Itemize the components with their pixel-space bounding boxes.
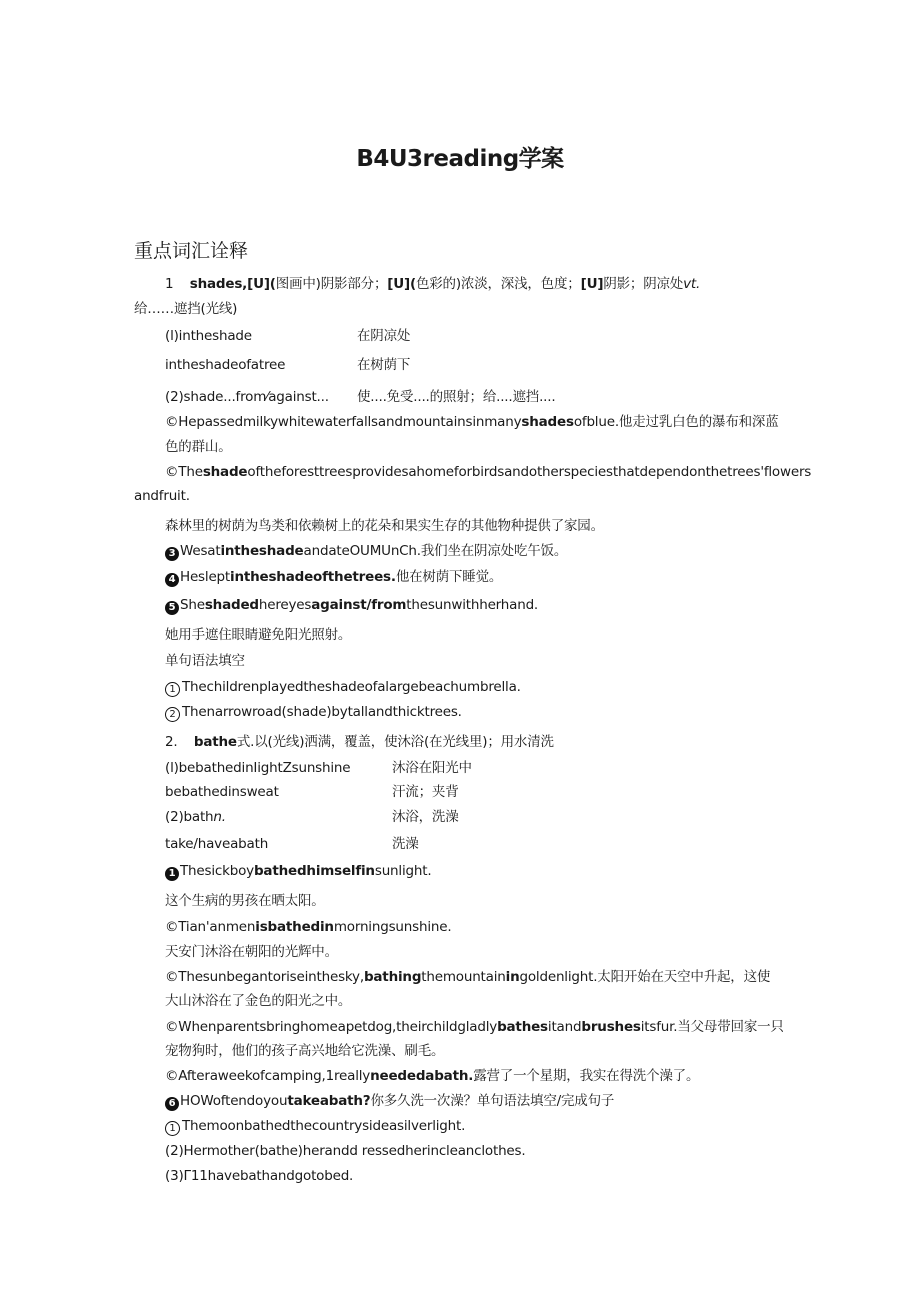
example-sentence-cont: 大山沐浴在了金色的阳光之中。 — [165, 993, 352, 1009]
entry-shade-header-cont: 给……遮挡(光线) — [134, 301, 238, 317]
phrase-row: intheshadeofatree 在树荫下 — [165, 357, 411, 373]
entry-shade-header: 1 shades,[U](图画中)阴影部分；[U](色彩的)浓淡，深浅，色度；[U]阴影；阴凉处vt. — [165, 276, 701, 292]
example-sentence-cont: andfruit. — [134, 488, 190, 504]
example-translation: 天安门沐浴在朝阳的光辉中。 — [165, 944, 338, 960]
page-title: B4U3reading学案 — [356, 146, 564, 172]
example-sentence-cont: 宠物狗时，他们的孩子高兴地给它洗澡、刷毛。 — [165, 1043, 445, 1059]
example-sentence: ©Thesunbegantoriseinthesky,bathingthemountainingoldenlight.太阳开始在天空中升起，这使 — [165, 969, 771, 985]
example-sentence: ©Hepassedmilkywhitewaterfallsandmountainsinmanyshadesofblue.他走过乳白色的瀑布和深蓝 — [165, 414, 779, 430]
headword: bathe — [193, 734, 237, 750]
number-badge: 1 — [165, 867, 179, 881]
example-sentence: 1 Thesickboybathedhimselfinsunlight. — [165, 861, 431, 881]
example-translation: 这个生病的男孩在晒太阳。 — [165, 893, 325, 909]
exercise-item: 1 Themoonbathedthecountrysideasilverlight. — [165, 1116, 465, 1136]
number-badge: 4 — [165, 573, 179, 587]
example-sentence: 3 WesatintheshadeandateOUMUnCh.我们坐在阴凉处吃午饭。 — [165, 541, 567, 561]
phrase-row: take/haveabath 洗澡 — [165, 836, 419, 852]
exercise-item: 1 Thechildrenplayedtheshadeofalargebeachumbrella. — [165, 677, 521, 697]
phrase-row: bebathedinsweat 汗流；夹背 — [165, 784, 459, 800]
example-sentence: ©Tian'anmenisbathedinmorningsunshine. — [165, 919, 452, 935]
example-sentence: 5 Sheshadedhereyesagainst/fromthesunwithherhand. — [165, 595, 538, 615]
phrase-row: (2)shade...from⁄against... 使....免受....的照射；给....遮挡.... — [165, 389, 556, 405]
example-sentence: 4 Hesleptintheshadeofthetrees.他在树荫下睡觉。 — [165, 567, 502, 587]
headword: shades,[U]( — [189, 276, 276, 292]
phrase-row: (2)bathn. 沐浴，洗澡 — [165, 809, 459, 825]
example-sentence: ©Whenparentsbringhomeapetdog,theirchildgladlybathesitandbrushesitsfur.当父母带回家一只 — [165, 1019, 784, 1035]
entry-number: 1 — [165, 276, 174, 292]
circled-number: 1 — [165, 1121, 180, 1136]
entry-bathe-header: 2. bathe式.以(光线)洒满，覆盖，使沐浴(在光线里)；用水清洗 — [165, 734, 554, 750]
phrase-row: (l)bebathedinIightZsunshine 沐浴在阳光中 — [165, 760, 472, 776]
phrase-row: (l)intheshade 在阴凉处 — [165, 328, 411, 344]
example-translation: 森林里的树荫为鸟类和依赖树上的花朵和果实生存的其他物种提供了家园。 — [165, 518, 604, 534]
section-heading: 重点词汇诠释 — [134, 240, 249, 262]
exercise-heading: 单句语法填空 — [165, 653, 245, 669]
example-sentence-cont: 色的群山。 — [165, 439, 232, 455]
number-badge: 6 — [165, 1097, 179, 1111]
exercise-item: (2)Hermother(bathe)herandd ressedherincleanclothes. — [165, 1143, 526, 1159]
entry-number: 2. — [165, 734, 178, 750]
example-translation: 她用手遮住眼睛避免阳光照射。 — [165, 627, 352, 643]
example-sentence: 6 HOWoftendoyoutakeabath?你多久洗一次澡？单句语法填空/完成句子 — [165, 1091, 614, 1111]
number-badge: 3 — [165, 547, 179, 561]
circled-number: 1 — [165, 682, 180, 697]
example-sentence: ©Theshadeoftheforesttreesprovidesahomeforbirdsandotherspeciesthatdependonthetrees'flowers — [165, 464, 812, 480]
exercise-item: 2 Thenarrowroad(shade)bytallandthicktrees. — [165, 702, 462, 722]
circled-number: 2 — [165, 707, 180, 722]
example-sentence: ©Afteraweekofcamping,1reallyneededabath.露营了一个星期，我实在得洗个澡了。 — [165, 1068, 700, 1084]
exercise-item: (3)Γ11havebathandgotobed. — [165, 1168, 354, 1184]
number-badge: 5 — [165, 601, 179, 615]
